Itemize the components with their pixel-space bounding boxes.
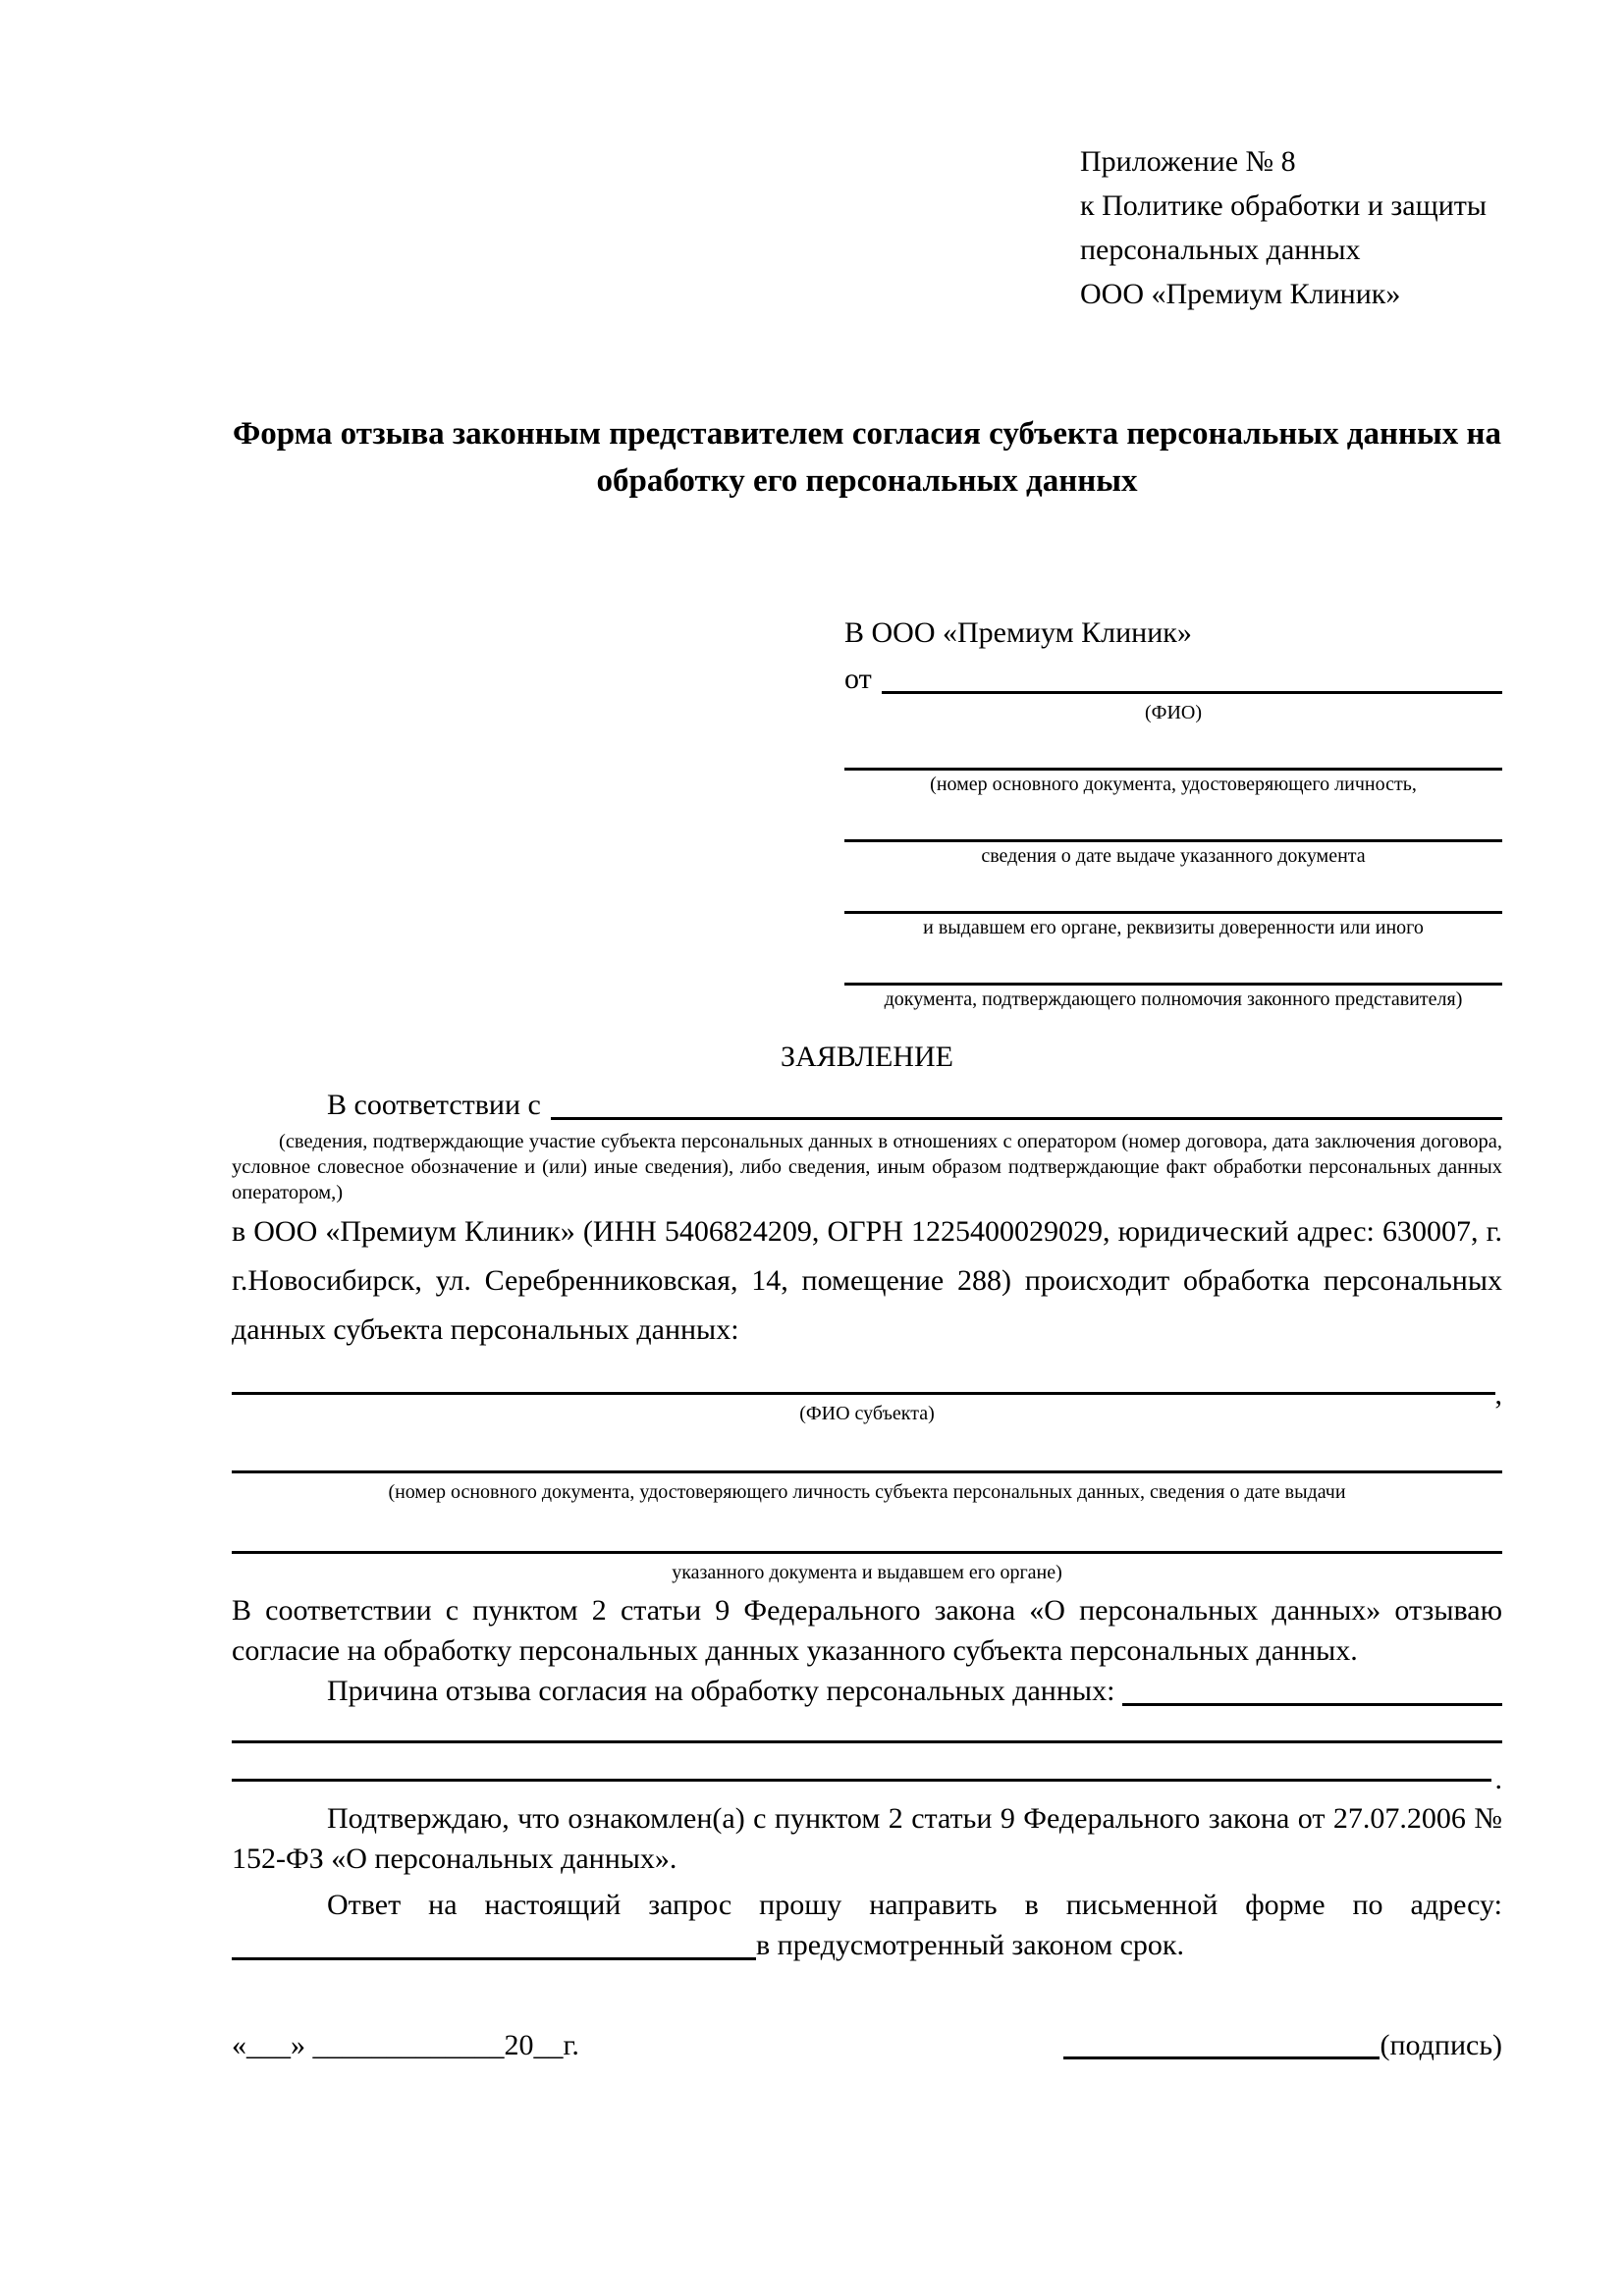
signature-blank-line <box>1063 2056 1380 2059</box>
annex-line: Приложение № 8 <box>1080 145 1296 178</box>
signature-field <box>1063 2026 1502 2065</box>
signature-block <box>232 2026 1502 2065</box>
confirmation-paragraph: Подтверждаю, что ознакомлен(а) с пунктом 2 статьи 9 Федерального закона от 27.07.2006 № 152-ФЗ «О персональных данных». <box>232 1802 1502 1875</box>
blank-line <box>232 1551 1502 1554</box>
document-title: Форма отзыва законным представителем согласия субъекта персональных данных на обработку его персональных данных <box>232 416 1502 499</box>
reason-field <box>232 1671 1502 1711</box>
recipient-organization: В ООО «Премиум Клиник» <box>844 616 1192 649</box>
field-caption: (номер основного документа, удостоверяющего личность субъекта персональных данных, сведения о дате выдачи <box>388 1481 1346 1503</box>
accordance-field <box>232 1086 1502 1125</box>
reason-label: Причина отзыва согласия на обработку персональных данных: <box>327 1675 1115 1708</box>
line-suffix: , <box>1494 1378 1502 1411</box>
blank-line <box>232 1392 1495 1395</box>
blank-line <box>232 1470 1502 1473</box>
field-caption: (ФИО субъекта) <box>799 1403 935 1424</box>
address-blank-line <box>232 1957 756 1960</box>
blank-line <box>844 983 1502 986</box>
blank-line <box>844 911 1502 914</box>
date-field: «___» _____________20__г. <box>232 2029 579 2061</box>
reply-tail: в предусмотренный законом срок. <box>756 1929 1184 1962</box>
reply-address-field <box>232 1925 1502 1965</box>
representative-field <box>844 768 1502 796</box>
signature-caption: (подпись) <box>1380 2029 1502 2061</box>
fio-caption: (ФИО) <box>1144 702 1202 723</box>
subject-field <box>232 1378 1502 1425</box>
reason-blank-line <box>232 1763 1502 1795</box>
blank-line <box>232 1779 1491 1782</box>
field-caption: и выдавшем его органе, реквизиты доверенности или иного <box>923 917 1424 938</box>
subject-field <box>232 1553 1502 1584</box>
representative-field <box>844 983 1502 1011</box>
subject-field <box>232 1472 1502 1504</box>
blank-line <box>1122 1703 1502 1706</box>
blank-line <box>844 839 1502 842</box>
annex-line: персональных данных <box>1080 234 1361 266</box>
field-caption: (номер основного документа, удостоверяющего личность, <box>930 774 1417 795</box>
accordance-label: В соответствии с <box>327 1089 541 1122</box>
field-caption: документа, подтверждающего полномочия законного представителя) <box>884 988 1463 1010</box>
from-blank-line <box>882 691 1502 694</box>
representative-field <box>844 911 1502 939</box>
withdrawal-paragraph: В соответствии с пунктом 2 статьи 9 Федерального закона «О персональных данных» отзываю согласие на обработку персональных данных указанного субъекта персональных данных. <box>232 1594 1502 1667</box>
field-caption: сведения о дате выдаче указанного документа <box>981 845 1366 867</box>
annex-header <box>1080 139 1502 316</box>
annex-line: к Политике обработки и защиты <box>1080 189 1488 222</box>
blank-line <box>551 1117 1502 1120</box>
line-suffix: . <box>1494 1763 1502 1795</box>
operator-paragraph: в ООО «Премиум Клиник» (ИНН 5406824209, ОГРН 1225400029029, юридический адрес: 630007, г. г.Новосибирск, ул. Серебренниковская, 14, помещение 288) происходит обработка персональных данных субъекта персональных данных: <box>232 1215 1502 1346</box>
from-field <box>844 660 1502 699</box>
accordance-note: (сведения, подтверждающие участие субъекта персональных данных в отношениях с оператором (номер договора, дата заключения договора, условное словесное обозначение и (или) иные сведения), либо сведения, иным образом подтверждающие факт обработки персональных данных оператором,) <box>232 1131 1502 1203</box>
reason-blank-line <box>232 1740 1502 1743</box>
representative-field <box>844 839 1502 868</box>
recipient-block <box>844 614 1502 1011</box>
field-caption: указанного документа и выдавшем его органе) <box>672 1562 1062 1583</box>
blank-line <box>844 768 1502 771</box>
from-label: от <box>844 663 872 696</box>
statement-heading: ЗАЯВЛЕНИЕ <box>781 1041 953 1073</box>
reply-paragraph: Ответ на настоящий запрос прошу направить в письменной форме по адресу: <box>327 1889 1502 1921</box>
annex-line: ООО «Премиум Клиник» <box>1080 278 1401 310</box>
